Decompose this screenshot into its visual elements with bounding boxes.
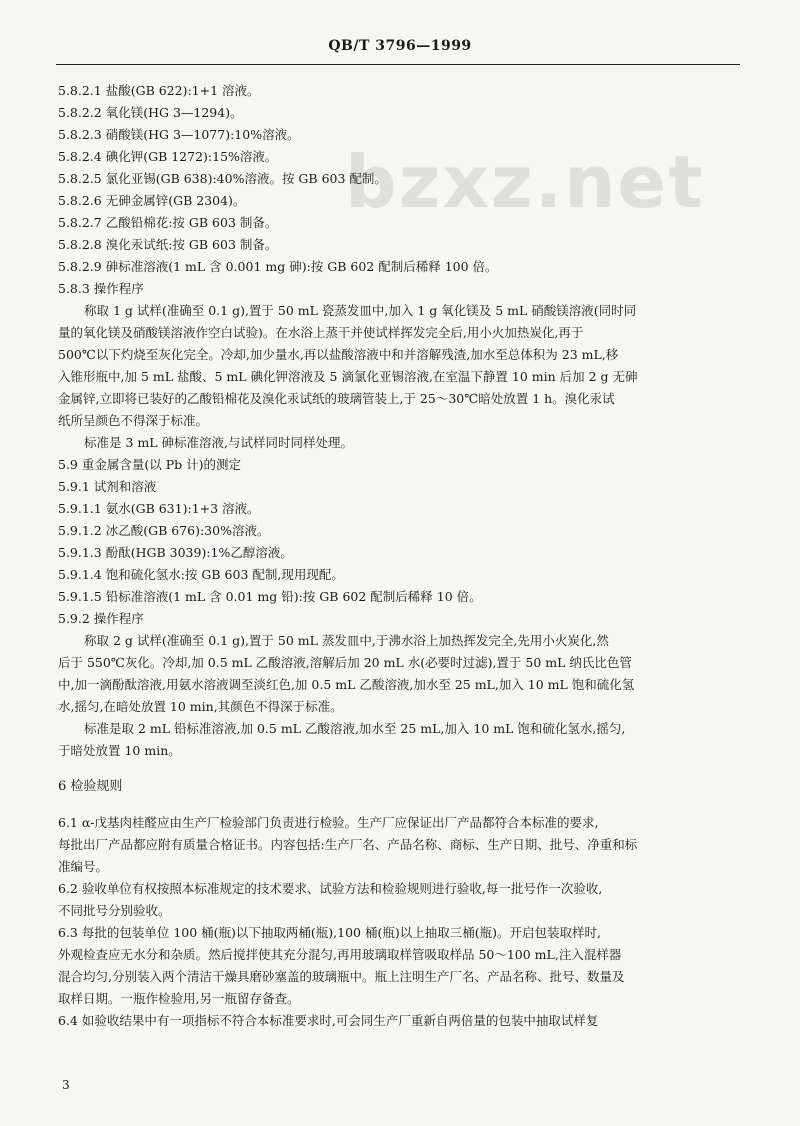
clause-5-9-1: 5.9.1 试剂和溶液 [58, 479, 157, 494]
clause-5-9: 5.9 重金属含量(以 Pb 计)的测定 [58, 457, 241, 472]
section-6-title: 6 检验规则 [58, 779, 123, 794]
clause-6-1: 6.1 α-戊基肉桂醛应由生产厂检验部门负责进行检验。生产厂应保证出厂产品都符合本标准的要求, [58, 815, 599, 830]
clause-5-9-1-2: 5.9.1.2 冰乙酸(GB 676):30%溶液。 [58, 523, 270, 538]
clause-5-8-2-5: 5.8.2.5 氯化亚锡(GB 638):40%溶液。按 GB 603 配制。 [58, 171, 387, 186]
header-rule [56, 64, 740, 65]
clause-5-8-2-1: 5.8.2.1 盐酸(GB 622):1+1 溶液。 [58, 83, 260, 98]
paragraph-line: 外观检查应无水分和杂质。然后搅拌使其充分混匀,再用玻璃取样管吸取样品 50～100 mL,注入混样器 [58, 947, 622, 962]
clause-5-9-1-5: 5.9.1.5 铅标准溶液(1 mL 含 0.01 mg 铅):按 GB 602 配制后稀释 10 倍。 [58, 589, 482, 604]
page-header: QB/T 3796—1999 [328, 38, 472, 54]
clause-5-8-2-6: 5.8.2.6 无砷金属锌(GB 2304)。 [58, 193, 246, 208]
paragraph-line: 准编号。 [58, 859, 109, 874]
paragraph-line: 标准是取 2 mL 铅标准溶液,加 0.5 mL 乙酸溶液,加水至 25 mL,加入 10 mL 饱和硫化氢水,摇匀, [84, 721, 626, 736]
clause-5-9-1-1: 5.9.1.1 氨水(GB 631):1+3 溶液。 [58, 501, 260, 516]
page-number: 3 [62, 1078, 70, 1092]
paragraph-line: 入锥形瓶中,加 5 mL 盐酸、5 mL 碘化钾溶液及 5 滴氯化亚锡溶液,在室温下静置 10 min 后加 2 g 无砷 [58, 369, 638, 384]
clause-5-8-2-3: 5.8.2.3 硝酸镁(HG 3—1077):10%溶液。 [58, 127, 300, 142]
paragraph-line: 标准是 3 mL 砷标准溶液,与试样同时同样处理。 [84, 435, 354, 450]
paragraph-line: 量的氧化镁及硝酸镁溶液作空白试验)。在水浴上蒸干并使试样挥发完全后,用小火加热炭化,再于 [58, 325, 584, 340]
paragraph-line: 中,加一滴酚酞溶液,用氨水溶液调至淡红色,加 0.5 mL 乙酸溶液,加水至 25 mL,加入 10 mL 饱和硫化氢 [58, 677, 635, 692]
paragraph-line: 混合均匀,分别装入两个清洁干燥具磨砂塞盖的玻璃瓶中。瓶上注明生产厂名、产品名称、批号、数量及 [58, 969, 625, 984]
clause-5-8-2-4: 5.8.2.4 碘化钾(GB 1272):15%溶液。 [58, 149, 278, 164]
paragraph-line: 金属锌,立即将已装好的乙酸铅棉花及溴化汞试纸的玻璃管装上,于 25～30℃暗处放置 1 h。溴化汞试 [58, 391, 615, 406]
paragraph-line: 于暗处放置 10 min。 [58, 743, 181, 758]
clause-5-9-2: 5.9.2 操作程序 [58, 611, 144, 626]
paragraph-line: 称取 1 g 试样(准确至 0.1 g),置于 50 mL 瓷蒸发皿中,加入 1 g 氧化镁及 5 mL 硝酸镁溶液(同时同 [84, 303, 637, 318]
paragraph-line: 不同批号分别验收。 [58, 903, 171, 918]
clause-5-8-2-7: 5.8.2.7 乙酸铅棉花:按 GB 603 制备。 [58, 215, 278, 230]
paragraph-line: 后于 550℃灰化。冷却,加 0.5 mL 乙酸溶液,溶解后加 20 mL 水(必要时过滤),置于 50 mL 纳氏比色管 [58, 655, 632, 670]
paragraph-line: 称取 2 g 试样(准确至 0.1 g),置于 50 mL 蒸发皿中,于沸水浴上加热挥发完全,先用小火炭化,然 [84, 633, 609, 648]
clause-5-9-1-4: 5.9.1.4 饱和硫化氢水:按 GB 603 配制,现用现配。 [58, 567, 344, 582]
clause-6-2: 6.2 验收单位有权按照本标准规定的技术要求、试验方法和检验规则进行验收,每一批号作一次验收, [58, 881, 603, 896]
document-body [58, 80, 748, 1032]
clause-6-4: 6.4 如验收结果中有一项指标不符合本标准要求时,可会同生产厂重新自两倍量的包装中抽取试样复 [58, 1013, 599, 1028]
watermark: bzxz.net [345, 140, 705, 224]
clause-5-8-2-9: 5.8.2.9 砷标准溶液(1 mL 含 0.001 mg 砷):按 GB 602 配制后稀释 100 倍。 [58, 259, 498, 274]
paragraph-line: 水,摇匀,在暗处放置 10 min,其颜色不得深于标准。 [58, 699, 343, 714]
paragraph-line: 纸所呈颜色不得深于标准。 [58, 413, 209, 428]
clause-6-3: 6.3 每批的包装单位 100 桶(瓶)以下抽取两桶(瓶),100 桶(瓶)以上抽取三桶(瓶)。开启包装取样时, [58, 925, 601, 940]
paragraph-line: 每批出厂产品都应附有质量合格证书。内容包括:生产厂名、产品名称、商标、生产日期、批号、净重和标 [58, 837, 638, 852]
clause-5-8-2-2: 5.8.2.2 氧化镁(HG 3—1294)。 [58, 105, 243, 120]
paragraph-line: 500℃以下灼烧至灰化完全。冷却,加少量水,再以盐酸溶液中和并溶解残渣,加水至总体积为 23 mL,移 [58, 347, 619, 362]
clause-5-8-2-8: 5.8.2.8 溴化汞试纸:按 GB 603 制备。 [58, 237, 278, 252]
paragraph-line: 取样日期。一瓶作检验用,另一瓶留存备查。 [58, 991, 300, 1006]
clause-5-8-3: 5.8.3 操作程序 [58, 281, 144, 296]
clause-5-9-1-3: 5.9.1.3 酚酞(HGB 3039):1%乙醇溶液。 [58, 545, 293, 560]
